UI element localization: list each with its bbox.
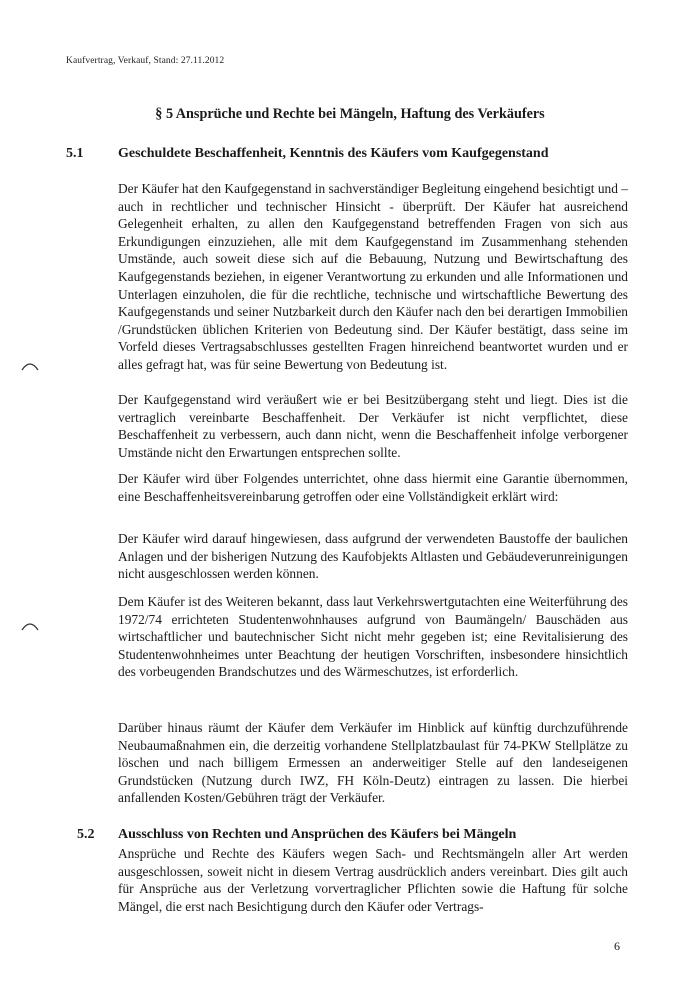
hole-punch-mark-icon — [20, 618, 40, 632]
paragraph: Der Käufer hat den Kaufgegenstand in sachverständiger Begleitung eingehend besichtigt und – auch in rechtlicher und technischer Hinsicht - überprüft. Der Käufer hat ausreichend Gelegenheit erhalten, zu allen den Kaufgegenstand betreffenden Fragen von sich aus Erkundigungen einzuziehen, alle mit dem Kaufgegenstand im Zusammenhang stehenden Umstände, auch soweit diese sich auf die Bebauung, Nutzung und Bewirtschaftung des Kaufgegenstands beziehen, in eigener Verantwortung zu erkunden und alle Informationen und Unterlagen einzuholen, die für die rechtliche, technische und wirtschaftliche Bewertung des Kaufgegenstands und seiner Nutzbarkeit durch den Käufer nach den bei derartigen Immobilien /Grundstücken üblichen Kriterien von Bedeutung sind. Der Käufer bestätigt, dass seine im Vorfeld dieses Vertragsabschlusses gestellten Fragen hinreichend beantwortet wurden und er alles gefragt hat, was für seine Bewertung von Bedeutung ist. — [118, 181, 628, 372]
subsection-number: 5.1 — [66, 146, 84, 161]
paragraph: Der Käufer wird darauf hingewiesen, dass aufgrund der verwendeten Baustoffe der baulichen Anlagen und der bisherigen Nutzung des Kaufobjekts Altlasten und Gebäudeverunreinigungen nicht ausgeschlossen werden können. — [118, 531, 628, 582]
subsection-title: Ausschluss von Rechten und Ansprüchen des Käufers bei Mängeln — [118, 827, 517, 842]
paragraph: Dem Käufer ist des Weiteren bekannt, dass laut Verkehrswertgutachten eine Weiterführung des 1972/74 errichteten Studentenwohnhauses aufgrund von Baumängeln/ Bauschäden aus wirtschaftlicher und bautechnischer Sicht nicht mehr gegeben ist; eine Revitalisierung des Studentenwohnheimes unter Beachtung der heutigen Vorschriften, insbesondere hinsichtlich des vorbeugenden Brandschutzes und des Wärmeschutzes, ist erforderlich. — [118, 594, 628, 680]
subsection-number: 5.2 — [77, 827, 95, 842]
paragraph: Ansprüche und Rechte des Käufers wegen Sach- und Rechtsmängeln aller Art werden ausgeschlossen, soweit nicht in diesem Vertrag ausdrücklich anders vereinbart. Dies gilt auch für Ansprüche aus der Verletzung vorvertraglicher Pflichten sowie die Haftung für solche Mängel, die erst nach Besichtigung durch den Käufer oder Vertrags- — [118, 846, 628, 914]
paragraph: Der Kaufgegenstand wird veräußert wie er bei Besitzübergang steht und liegt. Dies ist die vertraglich vereinbarte Beschaffenheit. Der Verkäufer ist nicht verpflichtet, diese Beschaffenheit zu verbessern, auch dann nicht, wenn die Beschaffenheit infolge verborgener Umstände nicht den Erwartungen entsprechen sollte. — [118, 392, 628, 460]
document-header: Kaufvertrag, Verkauf, Stand: 27.11.2012 — [66, 56, 225, 66]
subsection-title: Geschuldete Beschaffenheit, Kenntnis des Käufers vom Kaufgegenstand — [118, 146, 549, 161]
paragraph: Der Käufer wird über Folgendes unterrichtet, ohne dass hiermit eine Garantie übernommen, eine Beschaffenheitsvereinbarung getroffen oder eine Vollständigkeit erklärt wird: — [118, 471, 628, 504]
paragraph: Darüber hinaus räumt der Käufer dem Verkäufer im Hinblick auf künftig durchzuführende Neubaumaßnahmen ein, die derzeitig vorhandene Stellplatzbaulast für 74-PKW Stellplätze zu löschen und nach billigem Ermessen an anderweitiger Stelle auf den landeseigenen Grundstücken (Nutzung durch IWZ, FH Köln-Deutz) eintragen zu lassen. Die hierbei anfallenden Kosten/Gebühren trägt der Verkäufer. — [118, 720, 628, 806]
page-number: 6 — [614, 939, 620, 953]
section-heading: § 5 Ansprüche und Rechte bei Mängeln, Haftung des Verkäufers — [155, 106, 545, 122]
hole-punch-mark-icon — [20, 358, 40, 372]
